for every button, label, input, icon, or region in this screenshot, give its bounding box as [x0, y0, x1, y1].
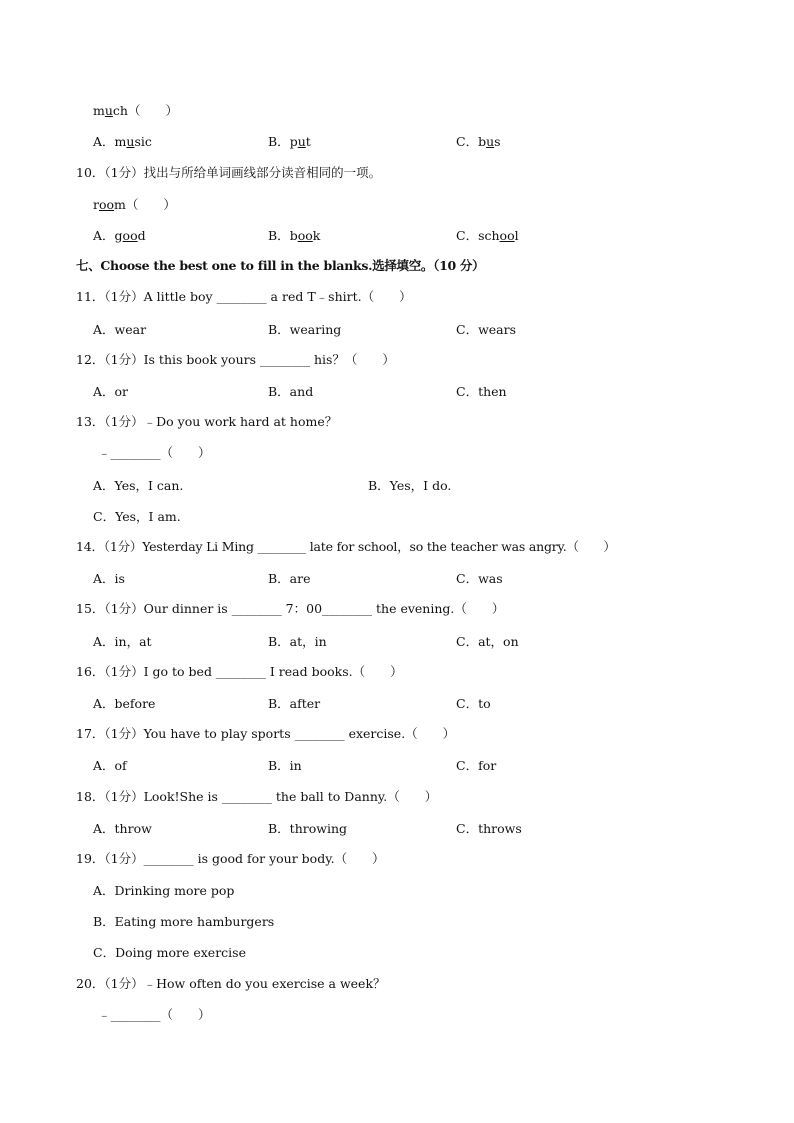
option-pre: g	[114, 228, 123, 243]
q13-option-c[interactable]: C．Yes，I am.	[93, 509, 181, 524]
option-label: B．	[268, 228, 290, 243]
option-underlined: u	[486, 134, 495, 149]
question-number: 16．（1分）	[76, 664, 144, 679]
q18-option-c[interactable]: C．throws	[456, 821, 522, 836]
option-label: C．	[456, 228, 479, 243]
option-label: B．	[268, 134, 290, 149]
question-text: ﹣How often do you exercise a week？	[143, 976, 386, 991]
q16-option-a[interactable]: A．before	[93, 696, 156, 711]
q16-option-c[interactable]: C．to	[456, 696, 491, 711]
q9-option-b[interactable]	[268, 134, 311, 150]
q9-stem-word	[93, 103, 178, 119]
q13-option-a[interactable]: A．Yes，I can.	[93, 478, 184, 493]
q10-word-pre: r	[93, 197, 99, 212]
q10-option-b[interactable]	[268, 228, 320, 244]
q15-option-b[interactable]: B．at，in	[268, 634, 327, 649]
option-pre: m	[114, 134, 127, 149]
q17-stem	[76, 726, 455, 742]
q11-option-a[interactable]: A．wear	[93, 322, 147, 337]
q18-option-b[interactable]: B．throwing	[268, 821, 348, 836]
question-number: 19．（1分）	[76, 851, 144, 866]
q9-word-underlined: u	[104, 103, 113, 118]
q13-stem	[76, 414, 337, 430]
q11-option-c[interactable]: C．wears	[456, 322, 517, 337]
q14-option-a[interactable]: A．is	[93, 571, 125, 586]
option-underlined: u	[126, 134, 135, 149]
q14-stem	[76, 539, 616, 555]
question-number: 17．（1分）	[76, 726, 144, 741]
q12-option-b[interactable]: B．and	[268, 384, 314, 399]
q10-word-underlined: oo	[98, 197, 115, 212]
q10-stem-text: 找出与所给单词画线部分读音相同的一项。	[143, 165, 382, 180]
option-pre: p	[289, 134, 298, 149]
question-text: Is this book yours ________ his？（ ）	[143, 352, 395, 367]
question-text: Our dinner is ________ 7：00________ the evening.（ ）	[143, 601, 505, 616]
option-underlined: oo	[499, 228, 515, 243]
question-number: 11．（1分）	[76, 289, 144, 304]
q9-answer-paren: （ ）	[127, 103, 178, 118]
question-number: 12．（1分）	[76, 352, 144, 367]
option-underlined: oo	[122, 228, 138, 243]
option-post: sic	[134, 134, 152, 149]
question-number: 20．（1分）	[76, 976, 144, 991]
q12-stem	[76, 352, 395, 368]
q9-word-pre: m	[93, 103, 105, 118]
option-post: d	[137, 228, 146, 243]
option-post: k	[312, 228, 321, 243]
q11-stem	[76, 289, 412, 305]
q17-option-c[interactable]: C．for	[456, 758, 497, 773]
q16-option-b[interactable]: B．after	[268, 696, 321, 711]
q19-stem	[76, 851, 385, 867]
question-text: ﹣Do you work hard at home？	[143, 414, 338, 429]
option-label: C．	[456, 134, 479, 149]
q10-stem-word	[93, 197, 176, 213]
q10-stem	[76, 165, 381, 181]
q14-option-c[interactable]: C．was	[456, 571, 503, 586]
q10-word-post: m	[114, 197, 126, 212]
q15-option-a[interactable]: A．in，at	[93, 634, 152, 649]
option-post: l	[514, 228, 519, 243]
q10-answer-paren: （ ）	[125, 197, 176, 212]
question-number: 14．（1分）	[76, 539, 143, 554]
q18-option-a[interactable]: A．throw	[93, 821, 152, 836]
question-text: Look!She is ________ the ball to Danny.（ ）	[143, 789, 438, 804]
option-underlined: oo	[297, 228, 313, 243]
question-number: 13．（1分）	[76, 414, 144, 429]
q9-option-a[interactable]	[93, 134, 152, 150]
q13-answer-line: ﹣________（ ）	[98, 445, 211, 460]
q10-option-a[interactable]	[93, 228, 146, 244]
q12-option-c[interactable]: C．then	[456, 384, 507, 399]
q11-option-b[interactable]: B．wearing	[268, 322, 342, 337]
q18-stem	[76, 789, 437, 805]
q19-option-c[interactable]: C．Doing more exercise	[93, 945, 246, 960]
option-label: A．	[93, 228, 115, 243]
q15-option-c[interactable]: C．at，on	[456, 634, 519, 649]
q17-option-a[interactable]: A．of	[93, 758, 127, 773]
q10-number: 10．（1分）	[76, 165, 144, 180]
option-underlined: u	[297, 134, 306, 149]
q10-option-c[interactable]	[456, 228, 519, 244]
q19-option-a[interactable]: A．Drinking more pop	[93, 883, 235, 898]
option-pre: b	[289, 228, 298, 243]
q20-answer-line: ﹣________（ ）	[98, 1007, 211, 1022]
question-text: You have to play sports ________ exercise.（ ）	[143, 726, 456, 741]
q14-option-b[interactable]: B．are	[268, 571, 311, 586]
question-text: I go to bed ________ I read books.（ ）	[143, 664, 403, 679]
question-text: A little boy ________ a red T﹣shirt.（ ）	[143, 289, 412, 304]
option-pre: b	[478, 134, 487, 149]
q17-option-b[interactable]: B．in	[268, 758, 302, 773]
option-post: t	[305, 134, 311, 149]
q13-option-b[interactable]: B．Yes，I do.	[368, 478, 452, 493]
q15-stem	[76, 601, 504, 617]
option-label: A．	[93, 134, 115, 149]
q16-stem	[76, 664, 403, 680]
q9-option-c[interactable]	[456, 134, 501, 150]
question-text: Yesterday Li Ming ________ late for school，so the teacher was angry.（ ）	[142, 539, 616, 554]
question-number: 15．（1分）	[76, 601, 144, 616]
question-number: 18．（1分）	[76, 789, 144, 804]
option-pre: sch	[478, 228, 500, 243]
section-7-heading: 七、Choose the best one to fill in the blanks.选择填空。（10 分）	[76, 258, 485, 273]
question-text: ________ is good for your body.（ ）	[143, 851, 385, 866]
q20-stem	[76, 976, 386, 992]
option-post: s	[494, 134, 501, 149]
q19-option-b[interactable]: B．Eating more hamburgers	[93, 914, 275, 929]
q12-option-a[interactable]: A．or	[93, 384, 129, 399]
q9-word-post: ch	[112, 103, 128, 118]
